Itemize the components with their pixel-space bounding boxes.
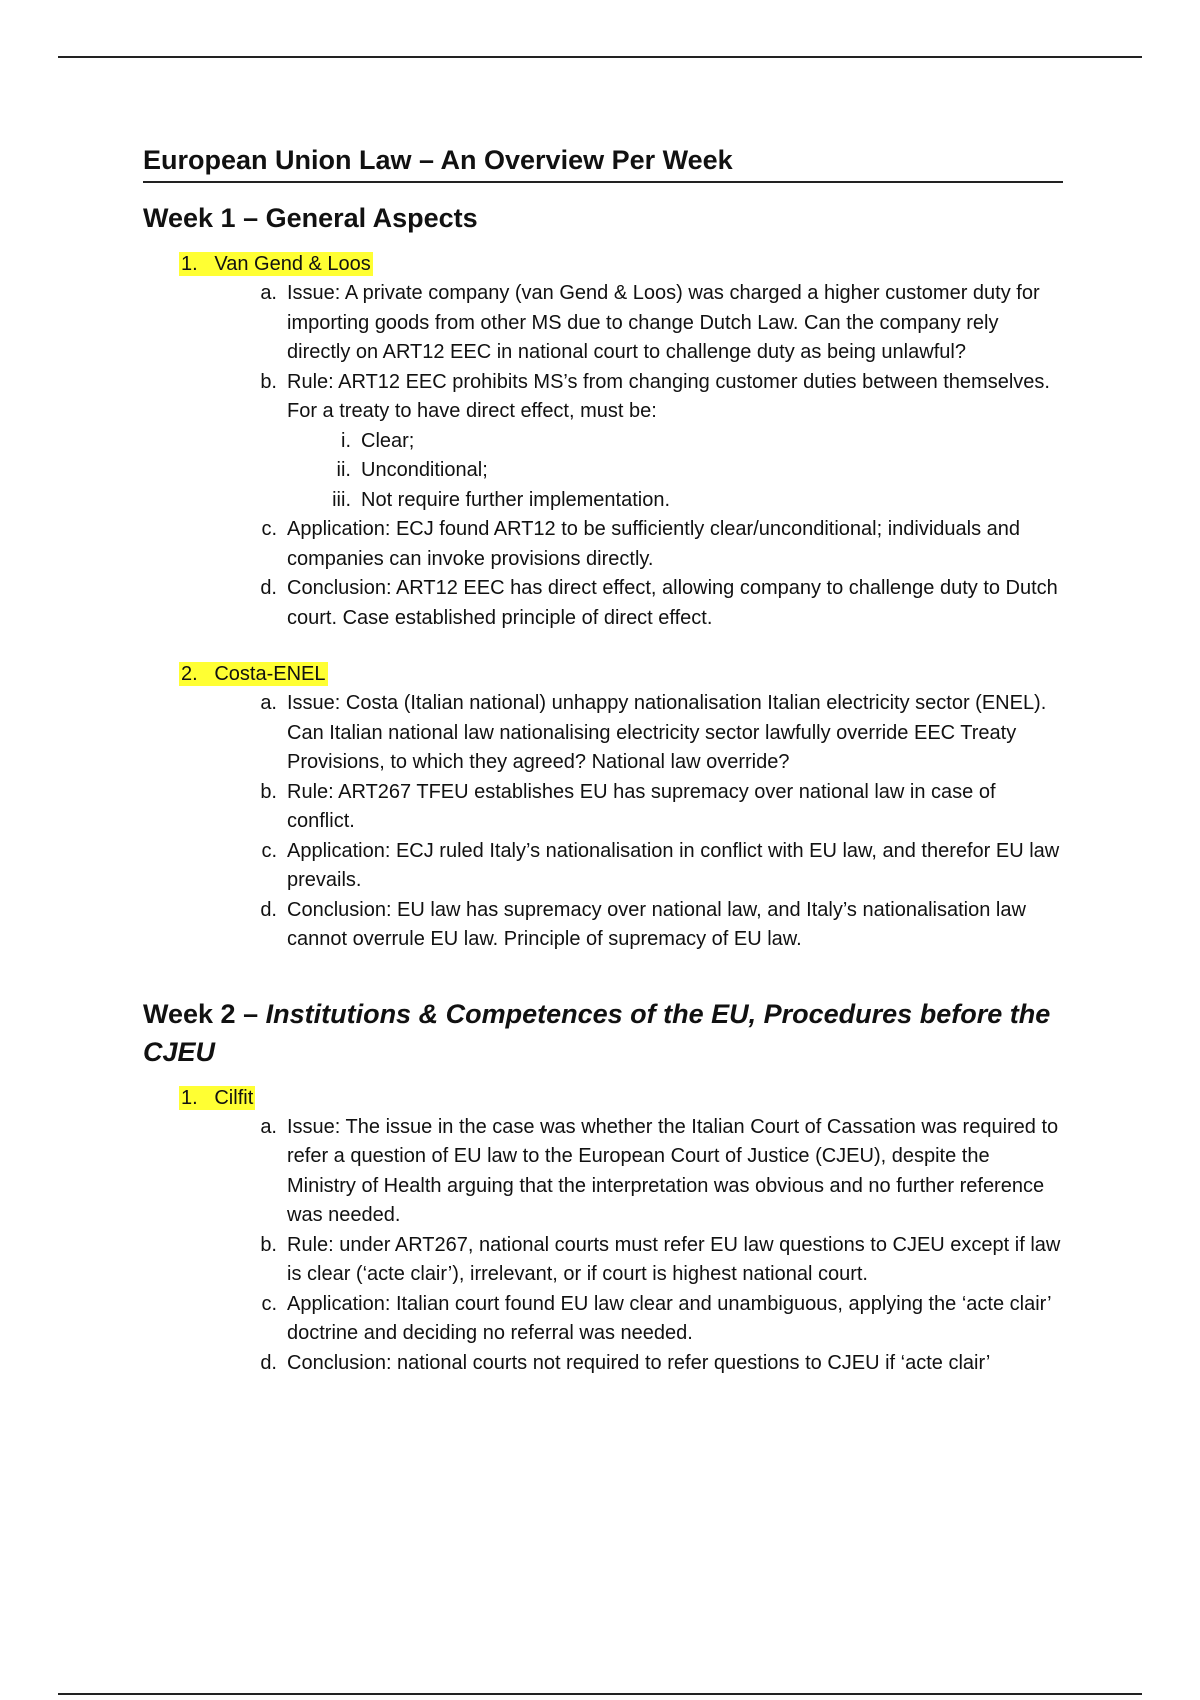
point-marker: d. [260,1351,277,1374]
week-heading [143,199,1063,237]
criteria-item [143,486,1063,516]
week-heading [143,995,1063,1071]
case-highlight [179,662,328,686]
case-van-gend-loos [143,249,1063,633]
document-title: European Union Law – An Overview Per Week [143,140,1063,183]
sub-marker: i. [341,429,351,452]
case-points [143,279,1063,427]
sub-text: Unconditional; [361,459,488,481]
sub-text: Clear; [361,429,415,452]
header-rule [58,56,1142,58]
case-point [143,778,1063,837]
point-text: Issue: The issue in the case was whether the Italian Court of Cassation was required to refer a question of EU law to the European Court of Justice (CJEU), despite the Ministry of Health arguing that the interpretation was obvious and no further reference was needed. [287,1115,1059,1226]
week-label: Week 2 – [143,998,266,1029]
case-point [143,279,1063,368]
direct-effect-criteria [143,427,1063,516]
case-point [143,515,1063,574]
case-name: Costa-ENEL [214,663,326,685]
point-text: Application: Italian court found EU law clear and unambiguous, applying the ‘acte clair’ doctrine and deciding no referral was needed. [287,1292,1051,1344]
point-text: Conclusion: EU law has supremacy over national law, and Italy’s nationalisation law cannot overrule EU law. Principle of supremacy of EU law. [287,898,1026,950]
point-text: Conclusion: ART12 EEC has direct effect, allowing company to challenge duty to Dutch court. Case established principle of direct effect. [287,577,1058,629]
case-number: 1. [181,253,198,275]
week-label: Week 1 – [143,203,266,233]
case-highlight [179,252,373,276]
case-point [143,837,1063,896]
case-points [143,515,1063,633]
week-subject: General Aspects [265,203,478,233]
week-subject: Institutions & Competences of the EU, Procedures before the CJEU [143,998,1051,1067]
point-text: Issue: A private company (van Gend & Loos) was charged a higher customer duty for importing goods from other MS due to change Dutch Law. Can the company rely directly on ART12 EEC in national court to challenge duty as being unlawful? [287,282,1040,363]
case-point [143,1349,1063,1379]
case-name: Van Gend & Loos [214,253,371,275]
case-points [143,689,1063,955]
point-text: Rule: ART12 EEC prohibits MS’s from changing customer duties between themselves. For a treaty to have direct effect, must be: [287,370,1050,422]
point-marker: c. [261,1292,277,1315]
point-text: Rule: under ART267, national courts must refer EU law questions to CJEU except if law is clear (‘acte clair’), irrelevant, or if court is highest national court. [287,1233,1061,1285]
case-points [143,1113,1063,1379]
point-marker: c. [261,839,277,862]
week-1-section [143,199,1063,955]
case-cilfit [143,1083,1063,1379]
case-heading [143,1083,1063,1113]
footer-rule [58,1693,1142,1695]
point-marker: d. [260,577,277,599]
point-marker: b. [260,780,277,803]
case-name: Cilfit [214,1086,254,1109]
case-point [143,1231,1063,1290]
point-marker: d. [260,898,277,921]
point-marker: a. [260,282,277,304]
case-point [143,574,1063,633]
point-text: Application: ECJ found ART12 to be sufficiently clear/unconditional; individuals and companies can invoke provisions directly. [287,518,1021,570]
week-2-section [143,995,1063,1379]
sub-marker: iii. [332,488,351,511]
point-text: Conclusion: national courts not required to refer questions to CJEU if ‘acte clair’ [287,1351,991,1374]
case-point [143,368,1063,427]
point-marker: a. [260,692,277,714]
point-marker: a. [260,1115,277,1138]
case-heading [143,659,1063,689]
sub-text: Not require further implementation. [361,488,671,511]
case-costa-enel [143,659,1063,955]
point-marker: b. [260,1233,277,1256]
case-point [143,896,1063,955]
case-number: 1. [181,1086,198,1109]
sub-marker: ii. [336,459,351,481]
case-highlight [179,1086,255,1110]
point-marker: b. [260,370,277,393]
document-body [143,140,1063,1378]
case-point [143,1290,1063,1349]
case-point [143,1113,1063,1231]
point-text: Application: ECJ ruled Italy’s nationalisation in conflict with EU law, and therefor EU law prevails. [287,839,1060,891]
point-marker: c. [261,518,277,540]
case-number: 2. [181,663,198,685]
criteria-item [143,427,1063,457]
point-text: Issue: Costa (Italian national) unhappy nationalisation Italian electricity sector (ENEL). Can Italian national law nationalising electricity sector lawfully override EEC Treaty Provisions, to which they agreed? National law override? [287,692,1047,773]
criteria-item [143,456,1063,486]
case-point [143,689,1063,778]
point-text: Rule: ART267 TFEU establishes EU has supremacy over national law in case of conflict. [287,780,996,832]
case-heading [143,249,1063,279]
